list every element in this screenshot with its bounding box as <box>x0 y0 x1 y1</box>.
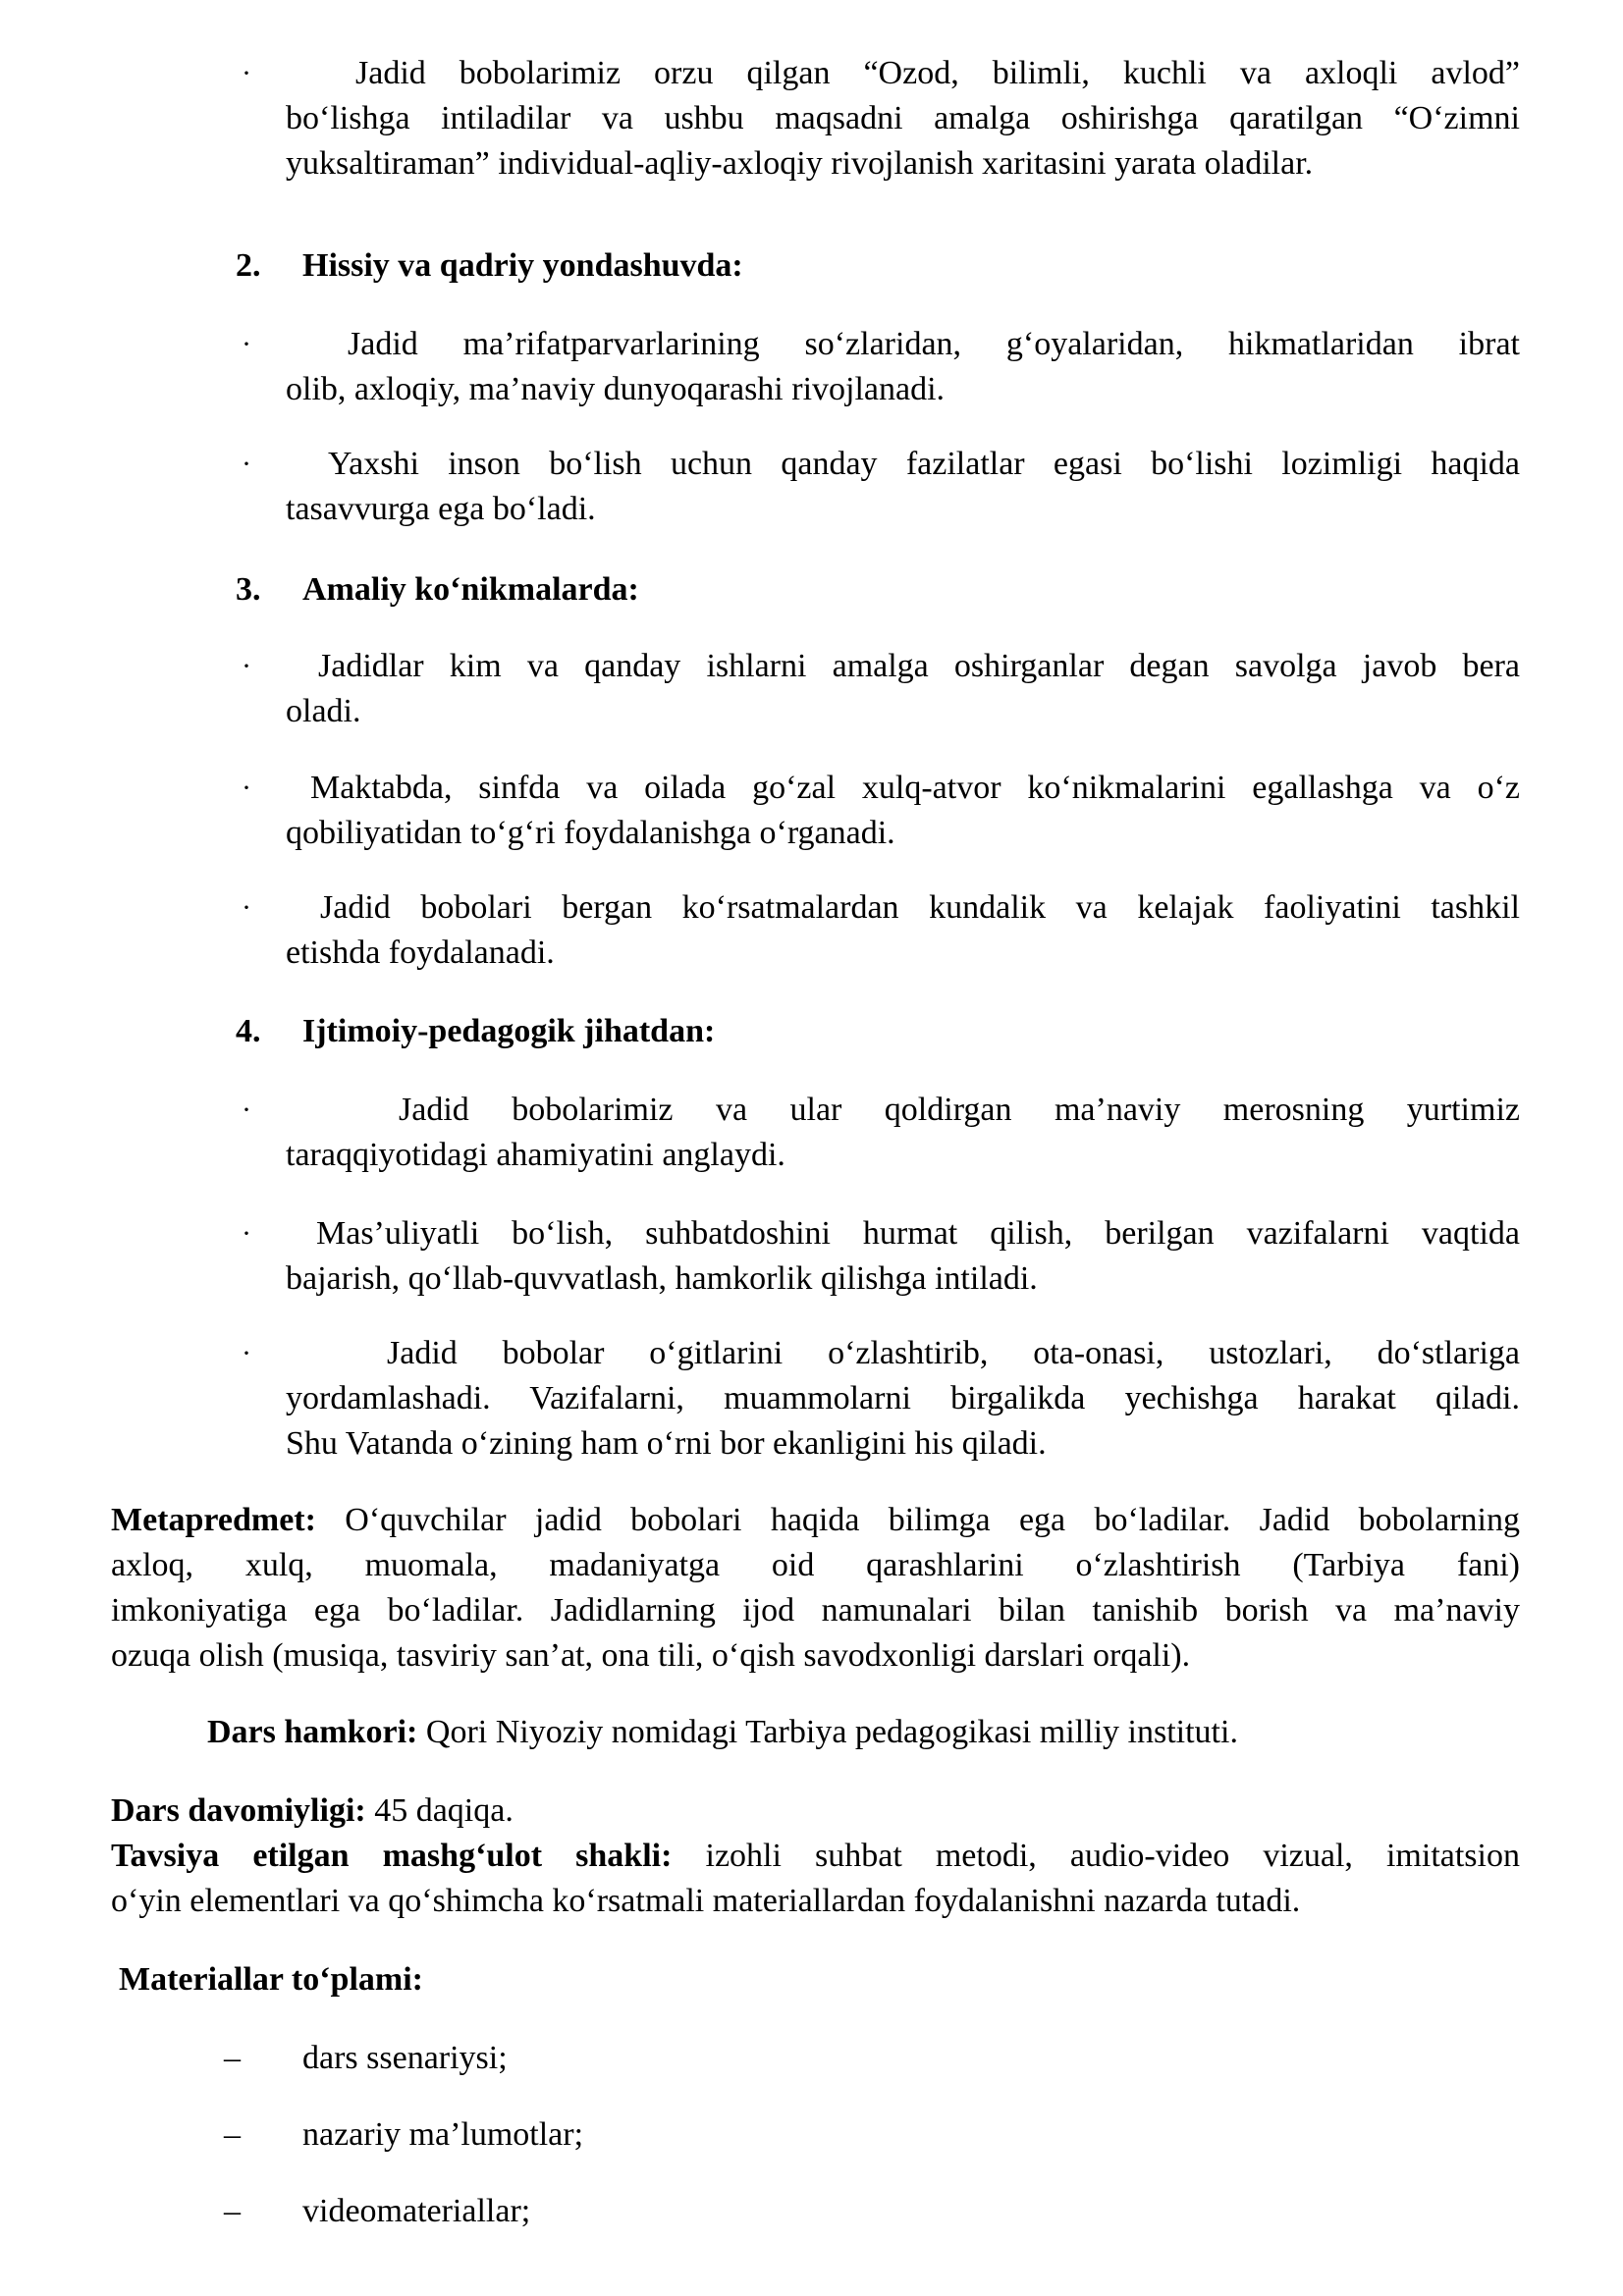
section-2-number: 2. <box>236 247 261 284</box>
section-4-number: 4. <box>236 1013 261 1049</box>
intro-line-1: Jadid bobolarimiz orzu qilgan “Ozod, bilimli, kuchli va axloqli avlod” <box>355 55 1520 91</box>
s4-item-2-line-1: Mas’uliyatli bo‘lish, suhbatdoshini hurmat qilish, berilgan vazifalarni vaqtida <box>316 1215 1520 1252</box>
intro-line-2: bo‘lishga intiladilar va ushbu maqsadni amalga oshirishga qaratilgan “O‘zimni <box>286 100 1520 136</box>
s4-item-3-line-2: yordamlashadi. Vazifalarni, muammolarni birgalikda yechishga harakat qiladi. <box>286 1380 1520 1416</box>
materials-item-3: videomateriallar; <box>302 2193 531 2229</box>
materials-title: Materiallar to‘plami: <box>119 1961 424 1998</box>
s4-item-2-line-2: bajarish, qo‘llab-quvvatlash, hamkorlik qilishga intiladi. <box>286 1260 1038 1297</box>
duration-label: Dars davomiyligi: <box>111 1792 366 1829</box>
s2-item-1-line-1: Jadid ma’rifatparvarlarining so‘zlaridan, g‘oyalaridan, hikmatlaridan ibrat <box>348 326 1520 362</box>
form-text-1: izohli suhbat metodi, audio-video vizual, imitatsion <box>672 1838 1520 1874</box>
s4-item-1-line-2: taraqqiyotidagi ahamiyatini anglaydi. <box>286 1137 785 1173</box>
bullet-dot: · <box>242 772 251 804</box>
section-4-title: Ijtimoiy-pedagogik jihatdan: <box>302 1013 716 1049</box>
partner-label: Dars hamkori: <box>207 1714 418 1750</box>
section-3-title: Amaliy ko‘nikmalarda: <box>302 571 639 608</box>
bullet-dot: · <box>242 1337 251 1369</box>
metapredmet-line-4: ozuqa olish (musiqa, tasviriy san’at, ona tili, o‘qish savodxonligi darslari orqali). <box>111 1637 1191 1674</box>
s3-item-3-line-1: Jadid bobolari bergan ko‘rsatmalardan kundalik va kelajak faoliyatini tashkil <box>320 889 1520 926</box>
section-3-number: 3. <box>236 571 261 608</box>
metapredmet-line-1 <box>111 1498 1520 1543</box>
metapredmet-label: Metapredmet: <box>111 1502 316 1538</box>
s4-item-3-line-1: Jadid bobolar o‘gitlarini o‘zlashtirib, ota-onasi, ustozlari, do‘stlariga <box>387 1335 1520 1371</box>
section-2-title: Hissiy va qadriy yondashuvda: <box>302 247 743 284</box>
s4-item-3-line-3: Shu Vatanda o‘zining ham o‘rni bor ekanligini his qiladi. <box>286 1425 1047 1462</box>
duration-line <box>111 1789 514 1834</box>
form-line-1 <box>111 1834 1520 1879</box>
s3-item-2-line-2: qobiliyatidan to‘g‘ri foydalanishga o‘rganadi. <box>286 815 895 851</box>
dash-marker: – <box>224 2193 241 2229</box>
s3-item-1-line-1: Jadidlar kim va qanday ishlarni amalga oshirganlar degan savolga javob bera <box>318 648 1520 684</box>
bullet-dot: · <box>242 1217 251 1250</box>
bullet-dot: · <box>242 1094 251 1126</box>
bullet-dot: · <box>242 891 251 924</box>
intro-line-3: yuksaltiraman” individual-aqliy-axloqiy rivojlanish xaritasini yarata oladilar. <box>286 145 1314 182</box>
metapredmet-line-2: axloq, xulq, muomala, madaniyatga oid qarashlarini o‘zlashtirish (Tarbiya fani) <box>111 1547 1520 1583</box>
dash-marker: – <box>224 2040 241 2076</box>
s2-item-2-line-2: tasavvurga ega bo‘ladi. <box>286 491 596 527</box>
metapredmet-text-1: O‘quvchilar jadid bobolari haqida bilimga ega bo‘ladilar. Jadid bobolarning <box>315 1502 1520 1538</box>
bullet-dot: · <box>242 448 251 480</box>
duration-text: 45 daqiqa. <box>365 1792 514 1829</box>
metapredmet-line-3: imkoniyatiga ega bo‘ladilar. Jadidlarning ijod namunalari bilan tanishib borish va ma’naviy <box>111 1592 1520 1629</box>
s2-item-2-line-1: Yaxshi inson bo‘lish uchun qanday fazilatlar egasi bo‘lishi lozimligi haqida <box>328 446 1520 482</box>
s4-item-1-line-1: Jadid bobolarimiz va ular qoldirgan ma’naviy merosning yurtimiz <box>399 1092 1520 1128</box>
s3-item-1-line-2: oladi. <box>286 693 361 729</box>
s3-item-3-line-2: etishda foydalanadi. <box>286 934 555 971</box>
s3-item-2-line-1: Maktabda, sinfda va oilada go‘zal xulq-atvor ko‘nikmalarini egallashga va o‘z <box>310 770 1520 806</box>
partner-text: Qori Niyoziy nomidagi Tarbiya pedagogikasi milliy instituti. <box>417 1714 1238 1750</box>
bullet-dot: · <box>242 650 251 682</box>
bullet-dot: · <box>242 57 251 89</box>
bullet-dot: · <box>242 328 251 360</box>
materials-item-1: dars ssenariysi; <box>302 2040 508 2076</box>
form-line-2: o‘yin elementlari va qo‘shimcha ko‘rsatmali materiallardan foydalanishni nazarda tutadi. <box>111 1883 1301 1919</box>
s2-item-1-line-2: olib, axloqiy, ma’naviy dunyoqarashi rivojlanadi. <box>286 371 946 407</box>
dash-marker: – <box>224 2116 241 2153</box>
materials-item-2: nazariy ma’lumotlar; <box>302 2116 584 2153</box>
form-label: Tavsiya etilgan mashg‘ulot shakli: <box>111 1838 673 1874</box>
partner-line <box>207 1710 1238 1755</box>
